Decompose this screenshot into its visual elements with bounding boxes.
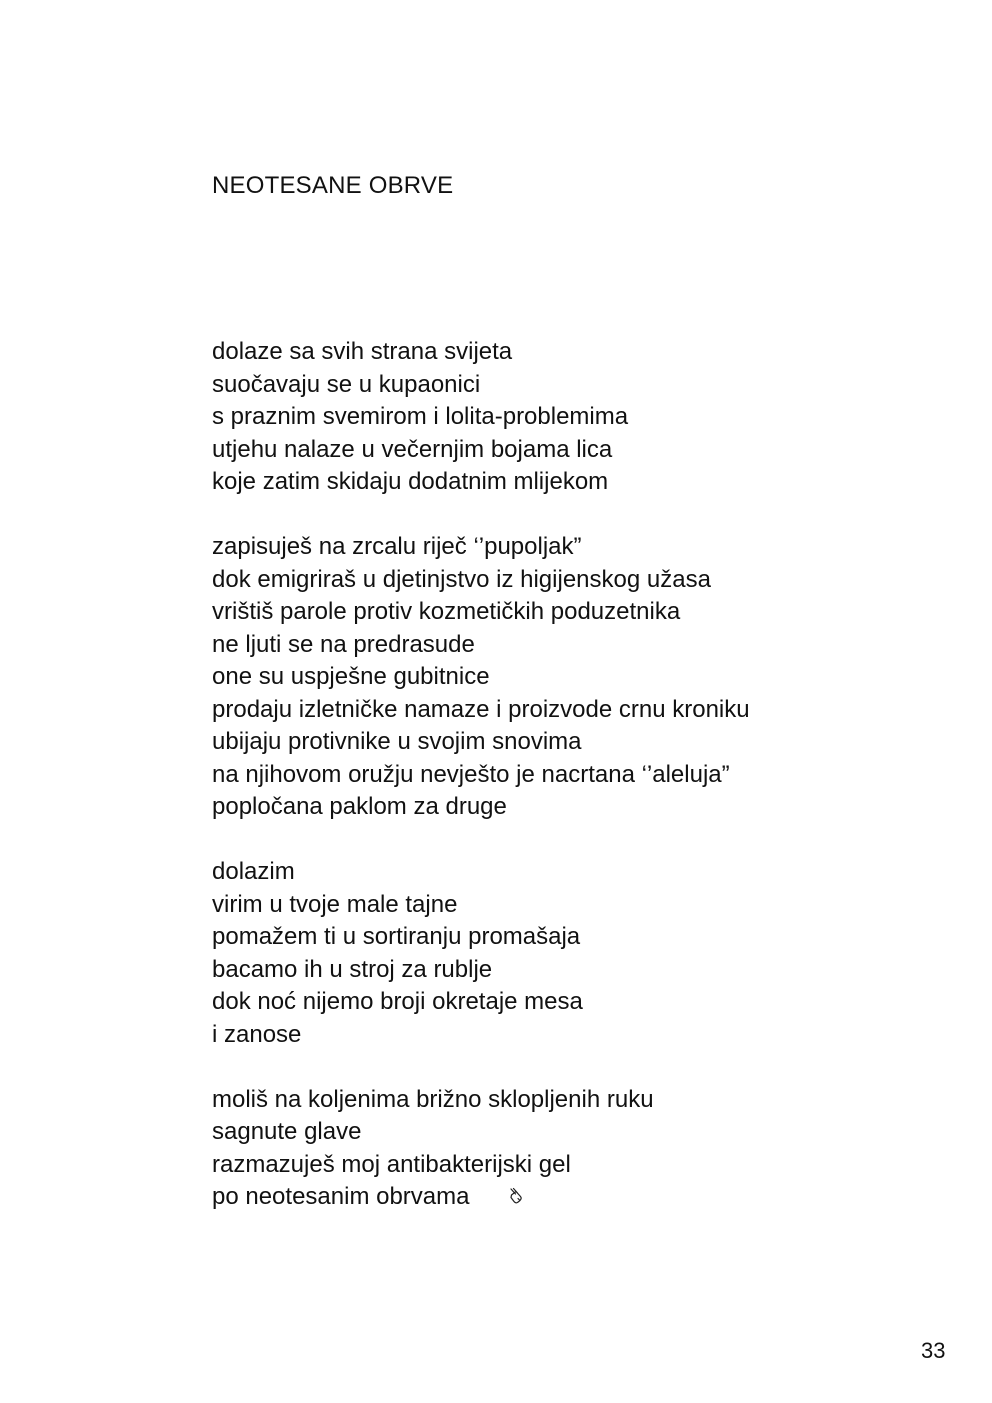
poem-line: koje zatim skidaju dodatnim mlijekom (212, 468, 609, 495)
poem-line: razmazuješ moj antibakterijski gel (212, 1150, 571, 1178)
poem-line: vrištiš parole protiv kozmetičkih poduzetnika (212, 598, 681, 625)
hand-pointer-icon (507, 1186, 527, 1206)
stanza-2 (212, 531, 912, 824)
poem-line: ne ljuti se na predrasude (212, 630, 475, 658)
poem-line: dok noć nijemo broji okretaje mesa (212, 988, 583, 1015)
poem-line: one su uspješne gubitnice (212, 663, 490, 690)
poem-line: s praznim svemirom i lolita-problemima (212, 403, 629, 430)
poem-last-line (212, 1181, 912, 1214)
poem-line: bacamo ih u stroj za rublje (212, 955, 493, 983)
poem-line: i zanose (212, 1020, 302, 1048)
poem-line: ubijaju protivnike u svojim snovima (212, 728, 582, 755)
poem-line: zapisuješ na zrcalu riječ ‘’pupoljak” (212, 533, 582, 560)
poem-line: prodaju izletničke namaze i proizvode crnu kroniku (212, 695, 750, 723)
stanza-3 (212, 856, 912, 1051)
poem-line: na njihovom oružju nevješto je nacrtana ‘’aleluja” (212, 760, 730, 788)
poem-body (212, 336, 912, 1214)
poem-line: dolaze sa svih strana svijeta (212, 338, 513, 365)
poem-line: moliš na koljenima brižno sklopljenih ruku (212, 1085, 654, 1113)
stanza-1 (212, 336, 912, 499)
poem-line-text: po neotesanim obrvama (212, 1183, 470, 1210)
poem-line: popločana paklom za druge (212, 793, 507, 820)
poem-line: suočavaju se u kupaonici (212, 370, 481, 398)
poem-line: sagnute glave (212, 1118, 362, 1145)
page-title: NEOTESANE OBRVE (212, 172, 454, 199)
poem-line: utjehu nalaze u večernjim bojama lica (212, 435, 613, 463)
stanza-4 (212, 1084, 912, 1214)
poem-line: dolazim (212, 858, 295, 885)
poem-line: pomažem ti u sortiranju promašaja (212, 923, 581, 950)
page-number: 33 (921, 1338, 946, 1363)
poem-line: dok emigriraš u djetinjstvo iz higijenskog užasa (212, 565, 711, 593)
poem-line: virim u tvoje male tajne (212, 890, 458, 918)
